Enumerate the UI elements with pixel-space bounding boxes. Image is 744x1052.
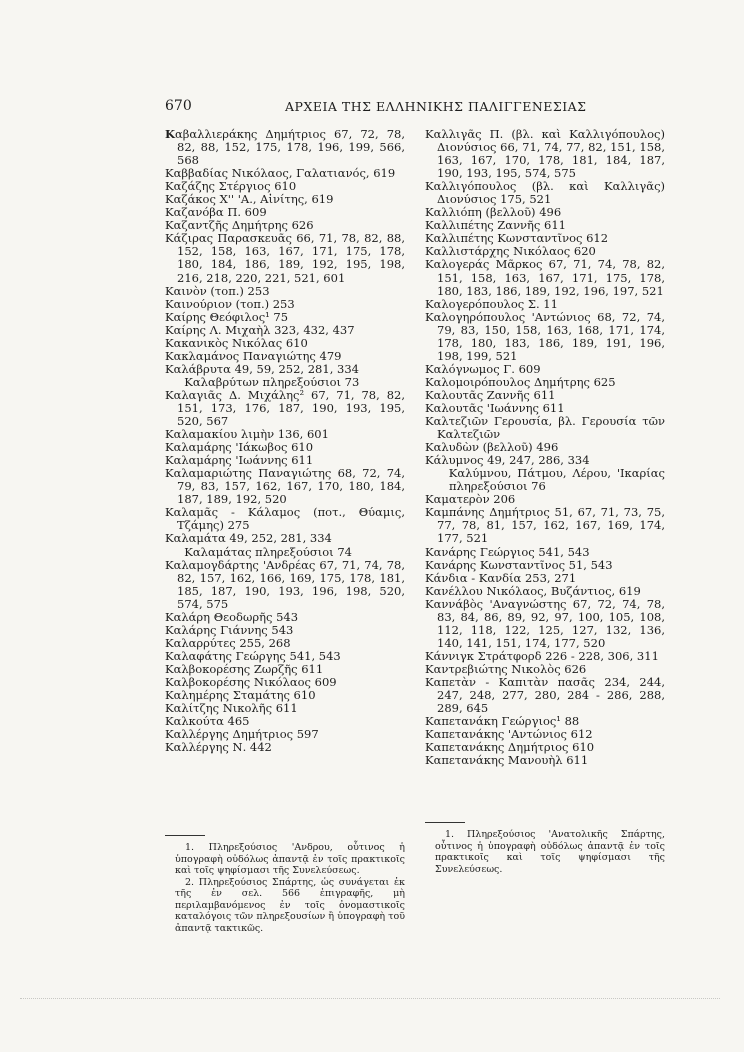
index-entry: Καλαβρύτων πληρεξούσιοι 73: [177, 374, 360, 389]
footnotes-left: [165, 835, 405, 934]
index-entry: Καζάζης Στέργιος 610: [165, 179, 297, 194]
index-entry: Καινούριον (τοπ.) 253: [165, 296, 295, 311]
index-entry: Καλαφάτης Γεώργης 541, 543: [165, 648, 341, 663]
index-entry: Καινὸν (τοπ.) 253: [165, 283, 270, 298]
footnote: 1. Πληρεξούσιος 'Ανατολικῆς Σπάρτης, οὗτινος ἡ ὑπογραφὴ οὐδόλως ἀπαντᾷ ἐν τοῖς πρακτικοῖς καὶ τοῖς ψηφίσμασι τῆς Συνελεύσεως.: [435, 829, 665, 875]
index-entry: Καζάκος Χ'' 'Α., Αἰνίτης, 619: [165, 192, 334, 207]
index-entry: Καλάβρυτα 49, 59, 252, 281, 334: [165, 361, 359, 376]
index-entry: Καλλιόπη (βελλοῦ) 496: [425, 205, 562, 220]
index-entry: Καλομοιρόπουλος Δημήτρης 625: [425, 374, 616, 389]
index-entry: Κάζιρας Παρασκευᾶς 66, 71, 78, 82, 88, 152, 158, 163, 167, 171, 175, 178, 180, 184, 186, 189, 192, 195, 198, 216, 218, 220, 221, 521, 601: [165, 231, 405, 285]
index-entry: Καλουτᾶς 'Ιωάννης 611: [425, 400, 565, 415]
index-entry: Κανάρης Γεώργιος 541, 543: [425, 544, 590, 559]
index-entry: Καλαρρύτες 255, 268: [165, 635, 291, 650]
footnote: 1. Πληρεξούσιος 'Ανδρου, οὗτινος ἡ ὑπογραφὴ οὐδόλως ἀπαντᾷ ἐν τοῖς πρακτικοῖς καὶ τοῖς ψηφίσμασι τῆς Συνελεύσεως.: [175, 842, 405, 876]
index-entry: Καλλιπέτης Κωνσταντῖνος 612: [425, 231, 609, 246]
index-entry: Καλκούτα 465: [165, 714, 250, 729]
running-title: ΑΡΧΕΙΑ ΤΗΣ ΕΛΛΗΝΙΚΗΣ ΠΑΛΙΓΓΕΝΕΣΙΑΣ: [285, 99, 587, 114]
index-entry: Καλαμάτα 49, 252, 281, 334: [165, 531, 332, 546]
index-entry: Κάλυμνος 49, 247, 286, 334: [425, 453, 590, 468]
index-entry: Καλάρη Θεοδωρῆς 543: [165, 609, 299, 624]
index-entry: Κάνδια - Κανδία 253, 271: [425, 570, 577, 585]
index-entry: Καλαγιᾶς Δ. Μιχάλης² 67, 71, 78, 82, 151, 173, 176, 187, 190, 193, 195, 520, 567: [165, 387, 405, 429]
index-entry: Κανέλλου Νικόλαος, Βυζάντιος, 619: [425, 583, 641, 598]
footnote-rule: [165, 835, 205, 836]
index-entry: Καλύμνου, Πάτμου, Λέρου, 'Ικαρίας πληρεξούσιοι 76: [437, 466, 665, 494]
index-entry: Καλβοκορέσης Νικόλαος 609: [165, 674, 337, 689]
footnote: 2. Πληρεξούσιος Σπάρτης, ὡς συνάγεται ἐκ τῆς ἐν σελ. 566 ἐπιγραφῆς, μὴ περιλαμβανόμενος ἐν τοῖς ὀνομαστικοῖς καταλόγοις τῶν πληρεξουσίων ἢ ὑπογραφὴ τοῦ ἀπαντᾷ τακτικῶς.: [175, 876, 405, 934]
index-entry: Καντρεβιώτης Νικολὸς 626: [425, 661, 587, 676]
index-entry: Καλάρης Γιάννης 543: [165, 622, 294, 637]
index-entry: Καββαδίας Νικόλαος, Γαλατιανός, 619: [165, 166, 396, 181]
index-entry: Καλβοκορέσης Ζωρζῆς 611: [165, 661, 324, 676]
index-entry: Κάννιγκ Στράτφορδ 226 - 228, 306, 311: [425, 648, 659, 663]
index-entry: Καλημέρης Σταμάτης 610: [165, 688, 316, 703]
index-entry: Καλλιστάρχης Νικόλαος 620: [425, 244, 596, 259]
index-entry: Καπετανάκης Μανουὴλ 611: [425, 753, 589, 768]
index-entry: Κανάρης Κωνσταντῖνος 51, 543: [425, 557, 613, 572]
index-entry: Καλαμακίου λιμὴν 136, 601: [165, 427, 329, 442]
page-number: 670: [165, 98, 192, 114]
index-entry: Καλογηρόπουλος 'Αντώνιος 68, 72, 74, 79, 83, 150, 158, 163, 168, 171, 174, 178, 180, 183, 186, 189, 191, 196, 198, 199, 521: [425, 309, 665, 363]
index-entry: Καλόγνωμος Γ. 609: [425, 361, 541, 376]
index-entry: Καλλέργης Ν. 442: [165, 740, 272, 755]
index-entry: Καλλέργης Δημήτριος 597: [165, 727, 319, 742]
index-entry: Καλουτᾶς Ζαννῆς 611: [425, 387, 556, 402]
index-entry: Καλαμᾶς - Κάλαμος (ποτ., Θύαμις, Τζάμης) 275: [165, 505, 405, 533]
index-entry: Καλαμάτας πληρεξούσιοι 74: [177, 544, 352, 559]
index-entry: Καλτεζιῶν Γερουσία, βλ. Γερουσία τῶν Καλτεζιῶν: [425, 414, 665, 442]
index-entry: Καλαμάρης 'Ιωάννης 611: [165, 453, 314, 468]
page-header: [165, 98, 665, 120]
index-entry: Κακανικὸς Νικόλας 610: [165, 335, 308, 350]
index-entry: Καπετανάκης 'Αντώνιος 612: [425, 727, 593, 742]
index-entry: Καματερὸν 206: [425, 492, 516, 507]
index-entry: Καλαμάρης 'Ιάκωβος 610: [165, 440, 314, 455]
index-entry: Καλογερόπουλος Σ. 11: [425, 296, 558, 311]
index-entry: Καλίτζης Νικολῆς 611: [165, 701, 298, 716]
index-entry: Καννάβὸς 'Αναγνώστης 67, 72, 74, 78, 83, 84, 86, 89, 92, 97, 100, 105, 108, 112, 118, 122, 125, 127, 132, 136, 140, 141, 151, 174, 177, 520: [425, 596, 665, 650]
index-column-left: [165, 128, 405, 754]
index-entry: Καμπάνης Δημήτριος 51, 67, 71, 73, 75, 77, 78, 81, 157, 162, 167, 169, 174, 177, 521: [425, 505, 665, 546]
index-entry: Καπετὰν - Καπιτὰν πασᾶς 234, 244, 247, 248, 277, 280, 284 - 286, 288, 289, 645: [425, 674, 665, 716]
index-entry: Καλαμαριώτης Παναγιώτης 68, 72, 74, 79, 83, 157, 162, 167, 170, 180, 184, 187, 189, 192, 520: [165, 466, 405, 507]
index-entry: Καλλιγᾶς Π. (βλ. καὶ Καλλιγόπουλος) Διονύσιος 66, 71, 74, 77, 82, 151, 158, 163, 167, 170, 178, 181, 184, 187, 190, 193, 195, 574, 575: [425, 127, 665, 181]
index-entry: Καβαλλιεράκης Δημήτριος 67, 72, 78, 82, 88, 152, 175, 178, 196, 199, 566, 568: [165, 127, 405, 168]
index-entry: Καπετανάκης Δημήτριος 610: [425, 740, 595, 755]
footnote-rule: [425, 822, 465, 823]
footnotes-right: [425, 822, 665, 875]
index-entry: Καλλιπέτης Ζαννῆς 611: [425, 218, 566, 233]
index-entry: Καίρης Λ. Μιχαὴλ 323, 432, 437: [165, 322, 355, 337]
index-entry: Καπετανάκη Γεώργιος¹ 88: [425, 714, 580, 729]
index-entry: Καλαμογδάρτης 'Ανδρέας 67, 71, 74, 78, 82, 157, 162, 166, 169, 175, 178, 181, 185, 187, 190, 193, 196, 198, 520, 574, 575: [165, 557, 405, 611]
index-entry: Καλυδὼν (βελλοῦ) 496: [425, 440, 559, 455]
index-column-right: [425, 128, 665, 767]
scan-edge: [20, 998, 720, 1000]
index-entry: Καζαντζῆς Δημήτρης 626: [165, 218, 314, 233]
index-entry: Καζανόβα Π. 609: [165, 205, 267, 220]
index-entry: Καλογεράς Μᾶρκος 67, 71, 74, 78, 82, 151, 158, 163, 167, 171, 175, 178, 180, 183, 186, 189, 192, 196, 197, 521: [425, 257, 665, 298]
index-entry: Καλλιγόπουλος (βλ. καὶ Καλλιγᾶς) Διονύσιος 175, 521: [425, 179, 665, 207]
index-entry: Κακλαμάνος Παναγιώτης 479: [165, 348, 342, 363]
index-entry: Καίρης Θεόφιλος¹ 75: [165, 309, 289, 324]
